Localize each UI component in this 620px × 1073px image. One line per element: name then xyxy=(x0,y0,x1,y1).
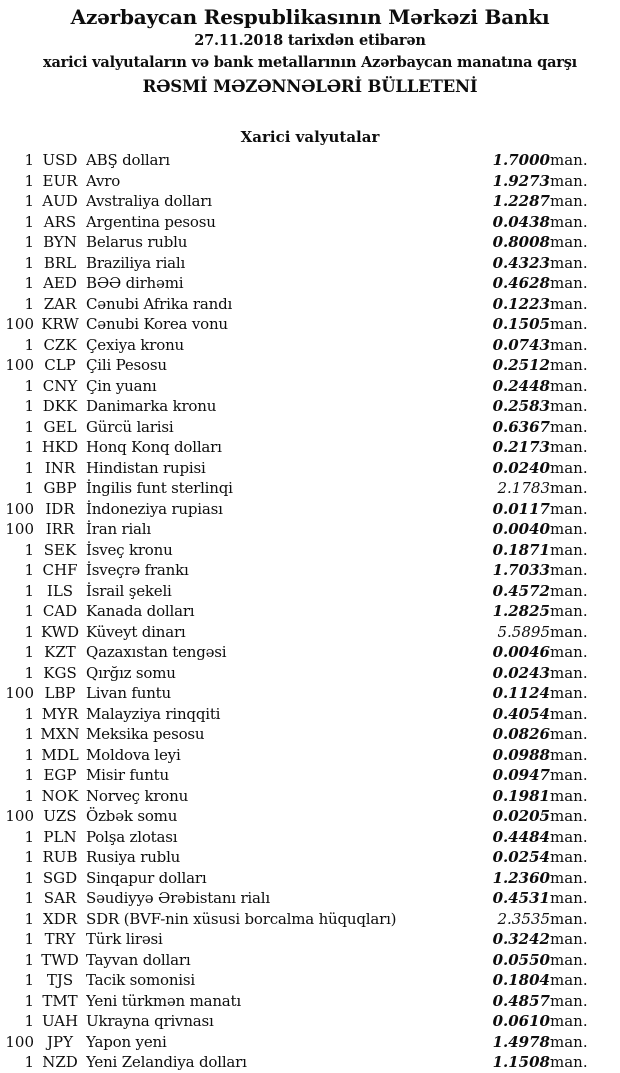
currency-name: Küveyt dinarı xyxy=(86,622,186,641)
bulletin-title: RƏSMİ MƏZƏNNƏLƏRİ BÜLLETENİ xyxy=(142,77,478,96)
currency-name: Kanada dolları xyxy=(86,602,195,620)
currency-name: Rusiya rublu xyxy=(86,848,181,866)
unit-label: man. xyxy=(550,315,588,333)
currency-code: AED xyxy=(43,274,77,292)
unit-label: man. xyxy=(550,950,588,969)
unit-label: man. xyxy=(550,171,588,190)
quantity: 1 xyxy=(24,335,34,354)
currency-code: TJS xyxy=(46,971,74,989)
unit-label: man. xyxy=(550,827,588,846)
rate-row xyxy=(0,765,620,786)
unit-label: man. xyxy=(550,356,588,374)
currency-name: İngilis funt sterlinqi xyxy=(86,479,233,497)
unit-label: man. xyxy=(550,335,588,354)
currency-name: Braziliya rialı xyxy=(86,253,186,272)
rate-row xyxy=(0,1032,620,1053)
currency-name: Ukrayna qrivnası xyxy=(86,1012,214,1030)
rate-row xyxy=(0,704,620,725)
rate-value: 0.2448 xyxy=(492,376,550,395)
currency-code: HKD xyxy=(41,438,79,456)
rate-row xyxy=(0,806,620,827)
quantity: 100 xyxy=(5,1032,34,1051)
currency-name: Türk lirəsi xyxy=(86,930,163,948)
quantity: 1 xyxy=(24,991,34,1010)
rate-row xyxy=(0,499,620,520)
rate-row xyxy=(0,171,620,192)
currency-code: GBP xyxy=(43,479,77,497)
unit-label: man. xyxy=(550,725,588,743)
currency-name: Hindistan rupisi xyxy=(86,458,206,477)
rate-row xyxy=(0,294,620,315)
unit-label: man. xyxy=(550,663,588,682)
currency-name: Moldova leyi xyxy=(86,745,181,764)
unit-label: man. xyxy=(550,1032,588,1051)
rate-value: 0.4572 xyxy=(492,581,550,600)
currency-name: Honq Konq dolları xyxy=(86,438,222,456)
currency-name: Cənubi Korea vonu xyxy=(86,315,228,333)
quantity: 1 xyxy=(24,909,34,928)
currency-name: Meksika pesosu xyxy=(86,725,205,743)
rate-row xyxy=(0,253,620,274)
currency-name: İsrail şekeli xyxy=(86,581,172,600)
unit-label: man. xyxy=(550,581,588,600)
unit-label: man. xyxy=(550,540,588,559)
unit-label: man. xyxy=(550,376,588,395)
unit-label: man. xyxy=(550,704,588,723)
currency-code: CAD xyxy=(42,602,78,620)
quantity: 1 xyxy=(24,766,34,784)
quantity: 1 xyxy=(24,930,34,948)
currency-code: EGP xyxy=(43,766,77,784)
quantity: 1 xyxy=(24,663,34,682)
rate-row xyxy=(0,663,620,684)
currency-code: ARS xyxy=(43,212,77,231)
quantity: 1 xyxy=(24,171,34,190)
quantity: 1 xyxy=(24,745,34,764)
rate-row xyxy=(0,745,620,766)
rate-value: 0.6367 xyxy=(492,417,550,436)
bulletin-header xyxy=(0,0,620,99)
rate-row xyxy=(0,950,620,971)
quantity: 1 xyxy=(24,376,34,395)
unit-label: man. xyxy=(550,889,588,907)
rate-value: 0.4628 xyxy=(492,274,550,292)
rate-value: 1.2825 xyxy=(492,602,550,620)
rate-value: 0.1124 xyxy=(492,684,550,702)
currency-code: JPY xyxy=(46,1032,73,1051)
rate-value: 0.3242 xyxy=(492,930,550,948)
rate-value: 0.4531 xyxy=(492,889,550,907)
rate-value: 0.0254 xyxy=(492,848,550,866)
quantity: 1 xyxy=(24,602,34,620)
quantity: 1 xyxy=(24,561,34,579)
currency-name: Avro xyxy=(86,171,121,190)
currency-name: Yapon yeni xyxy=(86,1032,167,1051)
quantity: 100 xyxy=(5,499,34,518)
currency-code: SAR xyxy=(43,889,77,907)
currency-name: Yeni türkmən manatı xyxy=(86,991,241,1010)
rate-row xyxy=(0,212,620,233)
rate-value: 0.1871 xyxy=(492,540,550,559)
currency-code: KWD xyxy=(40,622,80,641)
quantity: 1 xyxy=(24,212,34,231)
currency-name: İran rialı xyxy=(86,520,151,538)
rate-row xyxy=(0,437,620,458)
quantity: 100 xyxy=(5,315,34,333)
quantity: 1 xyxy=(24,192,34,210)
rate-value: 1.1508 xyxy=(492,1053,550,1071)
quantity: 1 xyxy=(24,786,34,805)
rate-row xyxy=(0,376,620,397)
rate-value: 1.7000 xyxy=(492,151,550,169)
rate-value: 0.0040 xyxy=(492,520,550,538)
currency-code: CZK xyxy=(43,335,77,354)
rate-row xyxy=(0,417,620,438)
rate-row xyxy=(0,622,620,643)
currency-name: İsveçrə frankı xyxy=(86,561,189,579)
exchange-rates-table-body xyxy=(0,150,620,1073)
currency-code: ZAR xyxy=(43,294,77,313)
rate-value: 0.0743 xyxy=(492,335,550,354)
currency-name: Sinqapur dolları xyxy=(86,868,207,887)
unit-label: man. xyxy=(550,1012,588,1030)
unit-label: man. xyxy=(550,684,588,702)
quantity: 1 xyxy=(24,971,34,989)
rate-row xyxy=(0,314,620,335)
rate-row xyxy=(0,847,620,868)
quantity: 1 xyxy=(24,151,34,169)
currency-name: Çexiya kronu xyxy=(86,335,185,354)
bulletin-subtitle: xarici valyutaların və bank metallarının Azərbaycan manatına qarşı xyxy=(43,54,577,71)
unit-label: man. xyxy=(550,971,588,989)
rate-row xyxy=(0,396,620,417)
quantity: 100 xyxy=(5,520,34,538)
currency-name: İsveç kronu xyxy=(86,540,173,559)
currency-name: Çili Pesosu xyxy=(86,356,167,374)
unit-label: man. xyxy=(550,868,588,887)
currency-name: Misir funtu xyxy=(86,766,169,784)
currency-code: KZT xyxy=(44,643,76,661)
currency-code: CNY xyxy=(42,376,78,395)
currency-name: SDR (BVF-nin xüsusi borcalma hüquqları) xyxy=(86,909,397,928)
rate-row xyxy=(0,868,620,889)
currency-code: RUB xyxy=(42,848,78,866)
rate-value: 0.0610 xyxy=(492,1012,550,1030)
rate-value: 0.0550 xyxy=(492,950,550,969)
quantity: 1 xyxy=(24,479,34,497)
rate-value: 5.5895 xyxy=(497,622,550,641)
unit-label: man. xyxy=(550,745,588,764)
quantity: 1 xyxy=(24,253,34,272)
rate-value: 0.0826 xyxy=(492,725,550,743)
currency-code: INR xyxy=(44,458,76,477)
unit-label: man. xyxy=(550,930,588,948)
currency-code: MDL xyxy=(41,745,79,764)
rate-value: 1.2287 xyxy=(492,192,550,210)
unit-label: man. xyxy=(550,253,588,272)
quantity: 1 xyxy=(24,417,34,436)
unit-label: man. xyxy=(550,520,588,538)
unit-label: man. xyxy=(550,417,588,436)
unit-label: man. xyxy=(550,458,588,477)
quantity: 1 xyxy=(24,704,34,723)
rate-value: 0.1804 xyxy=(492,971,550,989)
currency-name: Argentina pesosu xyxy=(86,212,216,231)
rate-value: 0.0240 xyxy=(492,458,550,477)
rate-value: 0.0988 xyxy=(492,745,550,764)
quantity: 1 xyxy=(24,581,34,600)
rate-value: 1.2360 xyxy=(492,868,550,887)
currency-name: Qırğız somu xyxy=(86,663,176,682)
currency-code: UZS xyxy=(43,807,77,825)
rate-row xyxy=(0,601,620,622)
currency-name: Avstraliya dolları xyxy=(86,192,212,210)
rate-row xyxy=(0,335,620,356)
quantity: 1 xyxy=(24,725,34,743)
rate-value: 1.7033 xyxy=(492,561,550,579)
unit-label: man. xyxy=(550,192,588,210)
quantity: 1 xyxy=(24,397,34,415)
rate-value: 0.2583 xyxy=(492,397,550,415)
rate-row xyxy=(0,150,620,171)
rate-row xyxy=(0,519,620,540)
currency-code: PLN xyxy=(43,827,77,846)
currency-code: XDR xyxy=(43,909,77,928)
rate-value: 0.4054 xyxy=(492,704,550,723)
quantity: 1 xyxy=(24,848,34,866)
currency-code: KRW xyxy=(41,315,79,333)
rate-row xyxy=(0,683,620,704)
currency-name: Qazaxıstan tengəsi xyxy=(86,643,227,661)
rate-row xyxy=(0,1011,620,1032)
currency-code: AUD xyxy=(42,192,78,210)
quantity: 1 xyxy=(24,1053,34,1071)
currency-name: BƏƏ dirhəmi xyxy=(86,274,184,292)
quantity: 1 xyxy=(24,540,34,559)
unit-label: man. xyxy=(550,397,588,415)
currency-code: TMT xyxy=(42,991,78,1010)
unit-label: man. xyxy=(550,438,588,456)
currency-name: İndoneziya rupiası xyxy=(86,499,223,518)
currency-code: UAH xyxy=(41,1012,79,1030)
unit-label: man. xyxy=(550,499,588,518)
rate-value: 0.2512 xyxy=(492,356,550,374)
rate-value: 0.0117 xyxy=(492,499,550,518)
effective-date-line: 27.11.2018 tarixdən etibarən xyxy=(194,32,426,49)
rate-row xyxy=(0,991,620,1012)
currency-code: SGD xyxy=(42,868,78,887)
rate-value: 0.0438 xyxy=(492,212,550,231)
currency-code: BRL xyxy=(43,253,77,272)
rate-row xyxy=(0,458,620,479)
rate-value: 1.4978 xyxy=(492,1032,550,1051)
currency-code: SEK xyxy=(43,540,77,559)
unit-label: man. xyxy=(550,622,588,641)
currency-code: MXN xyxy=(40,725,80,743)
rate-row xyxy=(0,540,620,561)
unit-label: man. xyxy=(550,294,588,313)
rate-value: 0.0243 xyxy=(492,663,550,682)
unit-label: man. xyxy=(550,233,588,251)
currency-code: TWD xyxy=(41,950,79,969)
rate-value: 0.0046 xyxy=(492,643,550,661)
quantity: 1 xyxy=(24,1012,34,1030)
quantity: 100 xyxy=(5,356,34,374)
rate-row xyxy=(0,909,620,930)
unit-label: man. xyxy=(550,602,588,620)
currency-name: Danimarka kronu xyxy=(86,397,217,415)
rate-row xyxy=(0,1052,620,1073)
quantity: 1 xyxy=(24,868,34,887)
quantity: 1 xyxy=(24,294,34,313)
rate-value: 0.1505 xyxy=(492,315,550,333)
currency-name: Çin yuanı xyxy=(86,376,157,395)
unit-label: man. xyxy=(550,1053,588,1071)
currency-code: IRR xyxy=(45,520,75,538)
rate-value: 0.4484 xyxy=(492,827,550,846)
currency-name: Livan funtu xyxy=(86,684,171,702)
rate-row xyxy=(0,355,620,376)
unit-label: man. xyxy=(550,212,588,231)
unit-label: man. xyxy=(550,766,588,784)
unit-label: man. xyxy=(550,991,588,1010)
rate-row xyxy=(0,273,620,294)
rate-row xyxy=(0,786,620,807)
currency-code: CLP xyxy=(44,356,76,374)
currency-code: BYN xyxy=(43,233,77,251)
rate-row xyxy=(0,970,620,991)
unit-label: man. xyxy=(550,561,588,579)
currency-name: Yeni Zelandiya dolları xyxy=(86,1053,247,1071)
quantity: 1 xyxy=(24,950,34,969)
rate-row xyxy=(0,642,620,663)
rate-row xyxy=(0,929,620,950)
rate-row xyxy=(0,232,620,253)
rate-value: 2.1783 xyxy=(497,479,550,497)
currency-code: TRY xyxy=(44,930,76,948)
rate-value: 0.8008 xyxy=(492,233,550,251)
quantity: 100 xyxy=(5,684,34,702)
currency-name: Tacik somonisi xyxy=(86,971,195,989)
rate-value: 0.4857 xyxy=(492,991,550,1010)
rate-value: 2.3535 xyxy=(497,909,550,928)
currency-code: NOK xyxy=(41,786,79,805)
currency-name: Malayziya rinqqiti xyxy=(86,704,221,723)
rate-value: 0.4323 xyxy=(492,253,550,272)
rate-row xyxy=(0,888,620,909)
currency-name: Norveç kronu xyxy=(86,786,189,805)
bank-name-title: Azərbaycan Respublikasının Mərkəzi Bankı xyxy=(70,5,550,29)
unit-label: man. xyxy=(550,479,588,497)
unit-label: man. xyxy=(550,786,588,805)
rate-value: 0.0205 xyxy=(492,807,550,825)
section-title-foreign-currencies: Xarici valyutalar xyxy=(240,128,380,146)
quantity: 1 xyxy=(24,643,34,661)
quantity: 100 xyxy=(5,807,34,825)
currency-code: IDR xyxy=(45,499,75,518)
currency-name: Belarus rublu xyxy=(86,233,188,251)
rate-row xyxy=(0,724,620,745)
rate-row xyxy=(0,581,620,602)
unit-label: man. xyxy=(550,274,588,292)
currency-code: EUR xyxy=(42,171,78,190)
quantity: 1 xyxy=(24,827,34,846)
unit-label: man. xyxy=(550,151,588,169)
currency-name: Cənubi Afrika randı xyxy=(86,294,233,313)
quantity: 1 xyxy=(24,889,34,907)
currency-name: Gürcü larisi xyxy=(86,417,174,436)
exchange-rates-table xyxy=(0,150,620,1073)
currency-code: LBP xyxy=(44,684,76,702)
rate-value: 0.2173 xyxy=(492,438,550,456)
currency-name: Səudiyyə Ərəbistanı rialı xyxy=(86,889,270,907)
currency-code: CHF xyxy=(42,561,78,579)
currency-name: Özbək somu xyxy=(86,807,178,825)
currency-code: GEL xyxy=(43,417,77,436)
unit-label: man. xyxy=(550,643,588,661)
currency-code: KGS xyxy=(43,663,77,682)
currency-code: DKK xyxy=(42,397,78,415)
rate-row xyxy=(0,560,620,581)
currency-code: ILS xyxy=(46,581,74,600)
rate-row xyxy=(0,191,620,212)
currency-name: Tayvan dolları xyxy=(86,950,191,969)
unit-label: man. xyxy=(550,848,588,866)
rate-value: 0.1981 xyxy=(492,786,550,805)
currency-name: ABŞ dolları xyxy=(86,151,170,169)
currency-name: Polşa zlotası xyxy=(86,827,178,846)
quantity: 1 xyxy=(24,622,34,641)
rate-row xyxy=(0,827,620,848)
unit-label: man. xyxy=(550,807,588,825)
currency-code: MYR xyxy=(41,704,79,723)
rate-value: 0.0947 xyxy=(492,766,550,784)
currency-code: NZD xyxy=(42,1053,78,1071)
rate-value: 0.1223 xyxy=(492,294,550,313)
quantity: 1 xyxy=(24,458,34,477)
quantity: 1 xyxy=(24,438,34,456)
quantity: 1 xyxy=(24,233,34,251)
quantity: 1 xyxy=(24,274,34,292)
rate-value: 1.9273 xyxy=(492,171,550,190)
currency-code: USD xyxy=(42,151,78,169)
unit-label: man. xyxy=(550,909,588,928)
rate-row xyxy=(0,478,620,499)
